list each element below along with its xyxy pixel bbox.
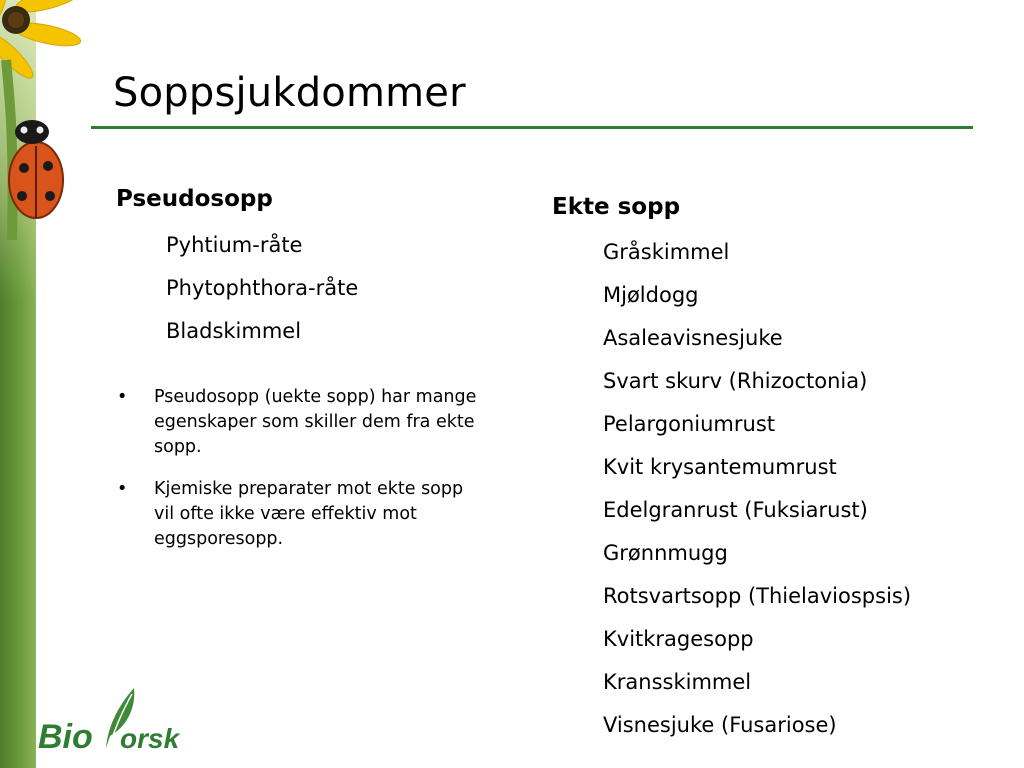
slide-title: Soppsjukdommer xyxy=(113,70,466,116)
sunflower-ladybug-illustration xyxy=(0,0,100,240)
list-item: Edelgranrust (Fuksiarust) xyxy=(603,498,868,522)
list-item: Svart skurv (Rhizoctonia) xyxy=(603,369,868,393)
pseudosopp-heading: Pseudosopp xyxy=(116,186,273,212)
bullet-text: Kjemiske preparater mot ekte sopp vil ofte ikke være effektiv mot eggsporesopp. xyxy=(154,479,464,549)
list-item: Rotsvartsopp (Thielaviospsis) xyxy=(603,584,912,608)
list-item: Asaleavisnesjuke xyxy=(603,326,783,350)
bullet-item xyxy=(117,385,487,460)
ekte-sopp-heading: Ekte sopp xyxy=(552,194,681,220)
list-item: Pelargoniumrust xyxy=(603,412,776,436)
bullet-item xyxy=(117,477,487,552)
ekte-sopp-list xyxy=(603,237,911,753)
bullet-text: Pseudosopp (uekte sopp) har mange egenskaper som skiller dem fra ekte sopp. xyxy=(154,387,477,457)
list-item: Pyhtium-råte xyxy=(166,233,303,257)
list-item: Visnesjuke (Fusariose) xyxy=(603,713,837,737)
bullet-dot-icon: • xyxy=(117,479,128,499)
title-underline xyxy=(91,126,973,129)
bullet-dot-icon: • xyxy=(117,387,128,407)
ladybug-icon xyxy=(9,120,63,218)
stem-icon xyxy=(6,60,13,240)
sunflower-icon xyxy=(0,0,83,83)
list-item: Bladskimmel xyxy=(166,319,302,343)
list-item: Grønnmugg xyxy=(603,541,728,565)
list-item: Mjøldogg xyxy=(603,283,699,307)
list-item: Kvitkragesopp xyxy=(603,627,754,651)
logo-text-bio: Bio xyxy=(38,718,93,756)
list-item: Phytophthora-råte xyxy=(166,276,359,300)
list-item: Kransskimmel xyxy=(603,670,752,694)
list-item: Gråskimmel xyxy=(603,240,730,264)
logo-text-orsk: orsk xyxy=(120,723,180,754)
pseudosopp-notes xyxy=(117,385,487,569)
pseudosopp-list xyxy=(166,230,358,359)
bioforsk-logo xyxy=(38,686,188,756)
list-item: Kvit krysantemumrust xyxy=(603,455,837,479)
